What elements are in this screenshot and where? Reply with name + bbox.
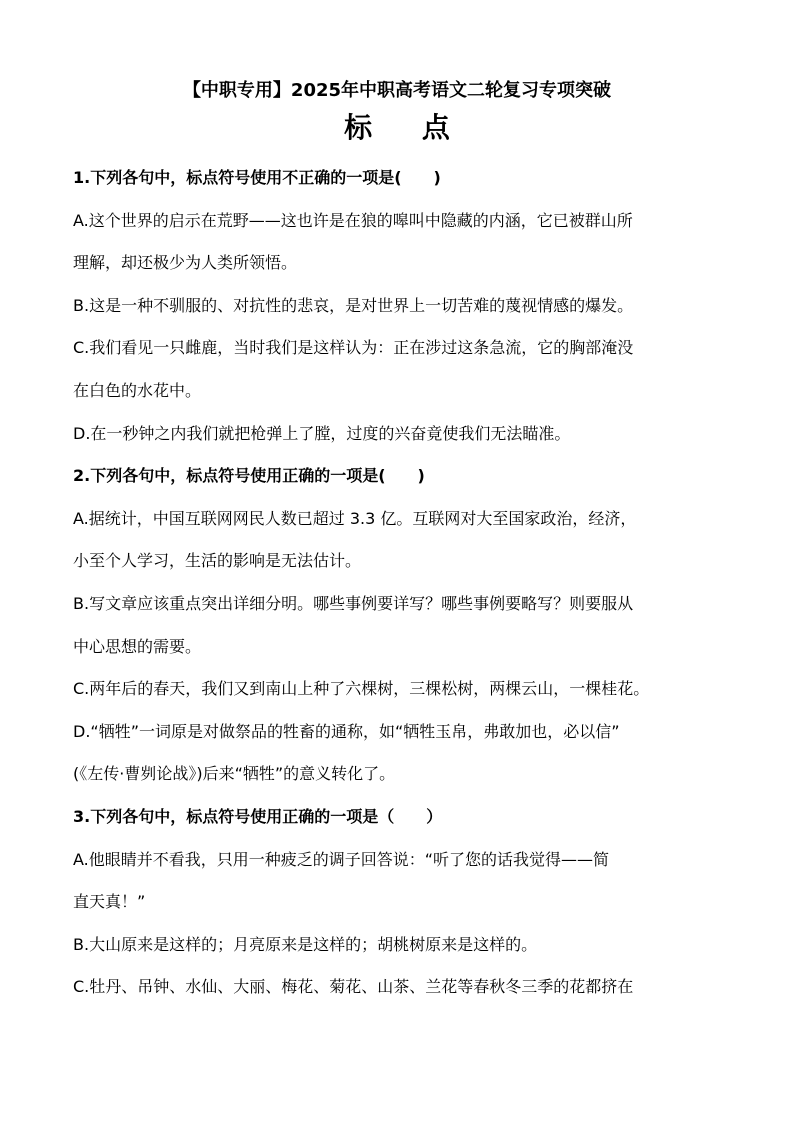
option-a-line-1: A.据统计，中国互联网网民人数已超过 3.3 亿。互联网对大至国家政治，经济， bbox=[73, 508, 637, 528]
question-stem: 2.下列各句中，标点符号使用正确的一项是( ) bbox=[73, 466, 425, 486]
option-b-line-1: B.大山原来是这样的；月亮原来是这样的；胡桃树原来是这样的。 bbox=[73, 934, 538, 954]
question-stem: 3.下列各句中，标点符号使用正确的一项是（ ） bbox=[73, 806, 443, 826]
option-b-line-1: B.这是一种不驯服的、对抗性的悲哀，是对世界上一切苦难的蔑视情感的爆发。 bbox=[73, 295, 634, 315]
option-a-line-1: A.他眼睛并不看我，只用一种疲乏的调子回答说：“听了您的话我觉得——简 bbox=[73, 849, 610, 869]
option-c-line-1: C.我们看见一只雌鹿，当时我们是这样认为：正在涉过这条急流，它的胸部淹没 bbox=[73, 338, 634, 358]
option-b-line-2: 中心思想的需要。 bbox=[73, 636, 202, 656]
option-b-line-1: B.写文章应该重点突出详细分明。哪些事例要详写？哪些事例要略写？则要服从 bbox=[73, 593, 634, 613]
option-a-line-1: A.这个世界的启示在荒野——这也许是在狼的嗥叫中隐藏的内涵，它已被群山所 bbox=[73, 210, 633, 230]
option-d-line-1: D.在一秒钟之内我们就把枪弹上了膛，过度的兴奋竟使我们无法瞄准。 bbox=[73, 423, 571, 443]
option-d-line-2: (《左传·曹刿论战》)后来“牺牲”的意义转化了。 bbox=[73, 764, 396, 784]
option-c-line-2: 在白色的水花中。 bbox=[73, 380, 202, 400]
option-c-line-1: C.两年后的春天，我们又到南山上种了六棵树，三棵松树，两棵云山，一棵桂花。 bbox=[73, 679, 650, 699]
document-title: 标 点 bbox=[344, 111, 470, 144]
option-c-line-1: C.牡丹、吊钟、水仙、大丽、梅花、菊花、山茶、兰花等春秋冬三季的花都挤在 bbox=[73, 977, 634, 997]
option-a-line-2: 理解，却还极少为人类所领悟。 bbox=[73, 253, 298, 273]
document-header: 【中职专用】2025年中职高考语文二轮复习专项突破 bbox=[182, 80, 612, 101]
option-d-line-1: D.“牺牲”一词原是对做祭品的牲畜的通称，如“牺牲玉帛，弗敢加也，必以信” bbox=[73, 721, 620, 741]
option-a-line-2: 直天真！” bbox=[73, 892, 146, 912]
question-stem: 1.下列各句中，标点符号使用不正确的一项是( ) bbox=[73, 168, 441, 187]
option-a-line-2: 小至个人学习，生活的影响是无法估计。 bbox=[73, 551, 362, 571]
document-content bbox=[73, 157, 733, 1009]
